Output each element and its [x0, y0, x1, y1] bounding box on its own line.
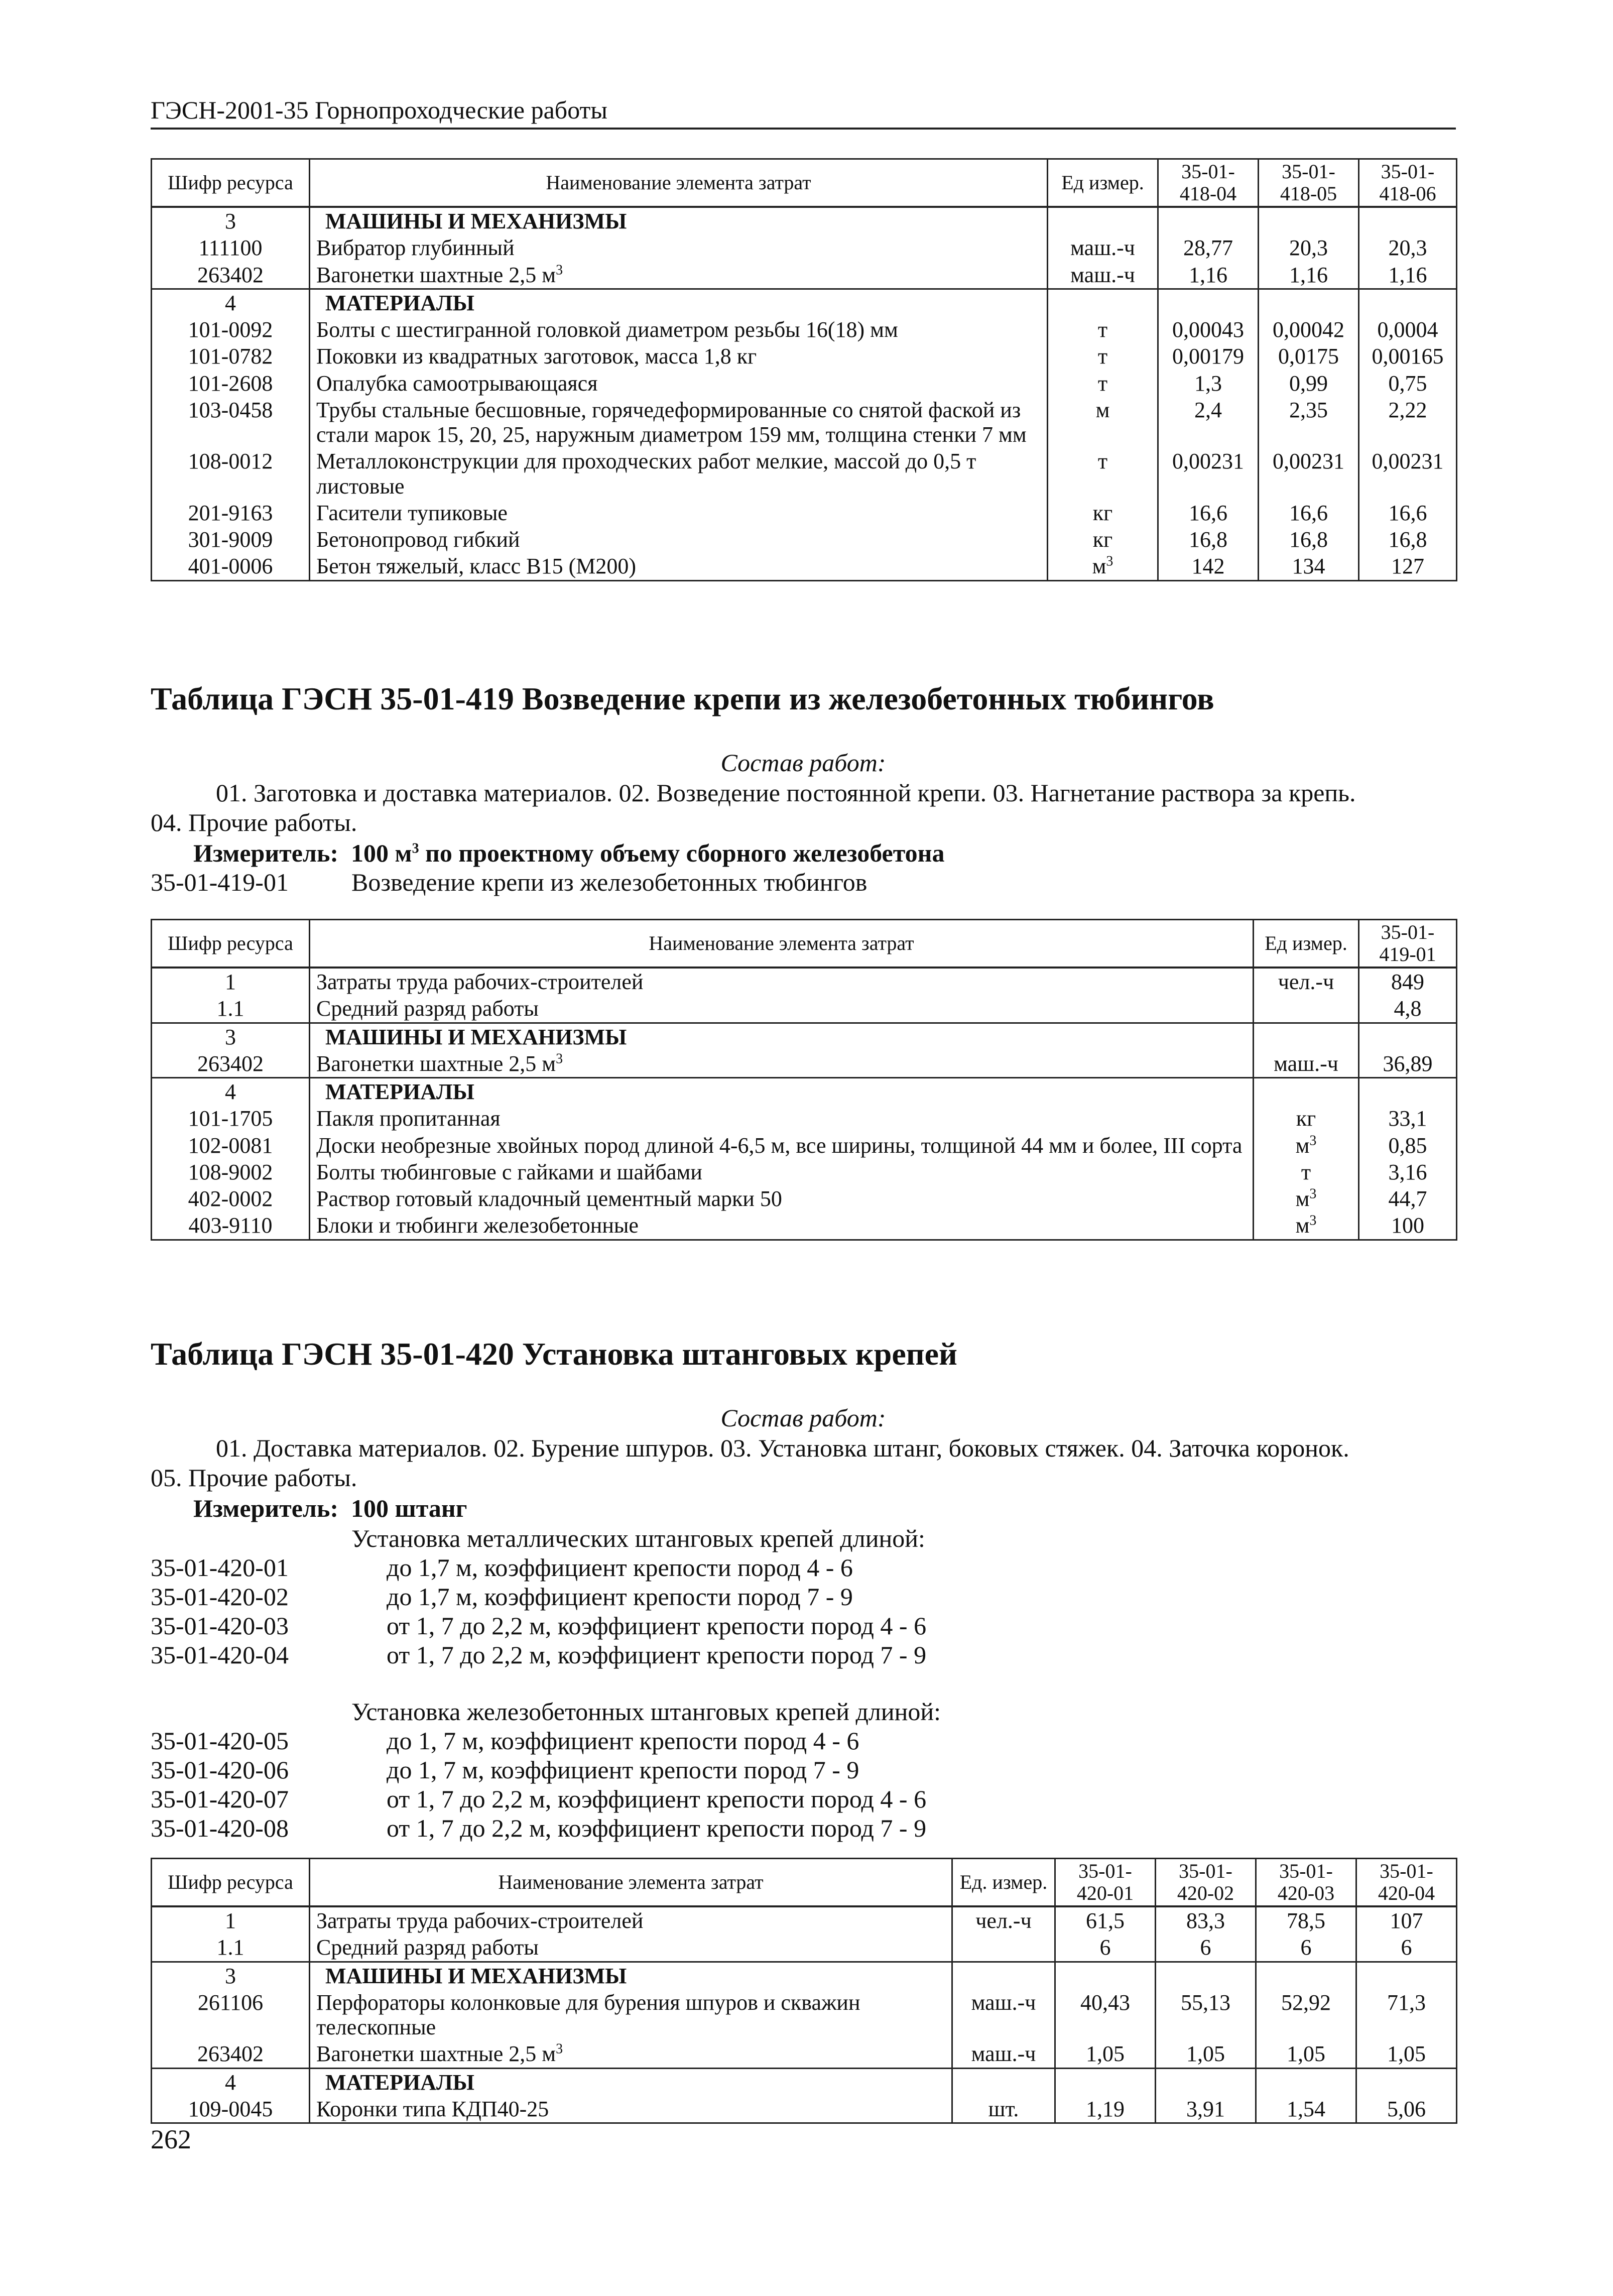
resource-code: 108-0012: [152, 448, 310, 500]
composition-line: 04. Прочие работы.: [151, 808, 357, 836]
meter-value: 100 $м^3$ по проектному объему сборного железобетона: [351, 839, 945, 867]
unit-cell: [952, 1962, 1055, 1989]
cost-element-name: Вагонетки шахтные 2,5 $м^3$: [310, 2040, 952, 2068]
norm-code: 35-01-420-08: [151, 1814, 289, 1842]
value-cell: 0,0175: [1259, 343, 1359, 370]
value-cell: 20,3: [1359, 234, 1457, 261]
table-420: [151, 1858, 1457, 2124]
unit-cell: м: [1048, 397, 1158, 448]
cost-element-name: Болты тюбинговые с гайками и шайбами: [310, 1159, 1254, 1185]
value-cell: 142: [1158, 553, 1259, 580]
column-header: Шифр ресурса: [152, 1859, 310, 1907]
unit-cell: [1048, 207, 1158, 234]
value-cell: [1156, 1962, 1256, 1989]
cost-element-name: Опалубка самоотрывающаяся: [310, 370, 1048, 397]
unit-cell: $м^3$: [1254, 1132, 1359, 1159]
cost-element-name: Гасители тупиковые: [310, 500, 1048, 526]
group-heading-metal: Установка металлических штанговых крепей длиной:: [351, 1524, 925, 1552]
composition-line: 05. Прочие работы.: [151, 1463, 357, 1492]
column-header: Наименование элемента затрат: [310, 1859, 952, 1907]
page-number: 262: [151, 2124, 191, 2154]
norm-desc: от 1, 7 до 2,2 м, коэффициент крепости пород 4 - 6: [387, 1785, 927, 1813]
resource-code: 263402: [152, 262, 310, 289]
value-cell: 849: [1359, 968, 1457, 995]
norm-code: 35-01-420-03: [151, 1612, 289, 1640]
unit-cell: маш.-ч: [1048, 262, 1158, 289]
unit-cell: кг: [1048, 526, 1158, 553]
value-cell: 16,8: [1359, 526, 1457, 553]
cost-element-name: Вибратор глубинный: [310, 234, 1048, 261]
value-cell: 6: [1356, 1934, 1457, 1962]
value-cell: 0,00231: [1359, 448, 1457, 500]
resource-code: 3: [152, 207, 310, 234]
group-row: [152, 1023, 1457, 1050]
column-header: 35-01-418-06: [1359, 159, 1457, 207]
table-row: [152, 968, 1457, 995]
cost-element-name: Затраты труда рабочих-строителей: [310, 1906, 952, 1934]
value-cell: 1,16: [1259, 262, 1359, 289]
value-cell: 0,00043: [1158, 316, 1259, 343]
column-header: 35-01-420-02: [1156, 1859, 1256, 1907]
value-cell: 0,00165: [1359, 343, 1457, 370]
running-head: ГЭСН-2001-35 Горнопроходческие работы: [151, 95, 1456, 130]
unit-cell: [1254, 1023, 1359, 1050]
table-row: [152, 526, 1457, 553]
meter-label: Измеритель:: [193, 1494, 339, 1522]
value-cell: 6: [1256, 1934, 1356, 1962]
unit-cell: чел.-ч: [952, 1906, 1055, 1934]
cost-element-name: МАТЕРИАЛЫ: [310, 2068, 952, 2096]
unit-cell: $м^3$: [1254, 1185, 1359, 1212]
unit-cell: т: [1048, 448, 1158, 500]
composition-label-420: Состав работ:: [720, 1404, 886, 1432]
composition-label-419: Состав работ:: [720, 749, 886, 777]
column-header: 35-01-420-03: [1256, 1859, 1356, 1907]
unit-cell: т: [1048, 343, 1158, 370]
resource-code: 1: [152, 1906, 310, 1934]
value-cell: 83,3: [1156, 1906, 1256, 1934]
value-cell: [1359, 207, 1457, 234]
cost-element-name: МАТЕРИАЛЫ: [310, 1078, 1254, 1106]
unit-cell: кг: [1048, 500, 1158, 526]
table-row: [152, 500, 1457, 526]
table-row: [152, 2096, 1457, 2123]
resource-code: 101-1705: [152, 1105, 310, 1132]
value-cell: 1,16: [1158, 262, 1259, 289]
table-row: [152, 1159, 1457, 1185]
column-header: Шифр ресурса: [152, 920, 310, 968]
norm-desc: до 1,7 м, коэффициент крепости пород 4 - 6: [387, 1553, 853, 1582]
table-row: [152, 553, 1457, 580]
code-line: [151, 1611, 926, 1640]
value-cell: 36,89: [1359, 1050, 1457, 1078]
norm-desc: до 1,7 м, коэффициент крепости пород 7 - 9: [387, 1583, 853, 1611]
column-header: 35-01-419-01: [1359, 920, 1457, 968]
column-header: Наименование элемента затрат: [310, 159, 1048, 207]
cost-element-name: Доски необрезные хвойных пород длиной 4-6,5 м, все ширины, толщиной 44 мм и более, III сорта: [310, 1132, 1254, 1159]
value-cell: [1359, 289, 1457, 316]
composition-line: 01. Заготовка и доставка материалов. 02. Возведение постоянной крепи. 03. Нагнетание раствора за крепь.: [216, 779, 1356, 807]
value-cell: 55,13: [1156, 1989, 1256, 2041]
composition-text-420: [151, 1433, 1476, 1492]
cost-element-name: Вагонетки шахтные 2,5 $м^3$: [310, 1050, 1254, 1078]
unit-cell: маш.-ч: [1048, 234, 1158, 261]
column-header: Ед. измер.: [952, 1859, 1055, 1907]
value-cell: 20,3: [1259, 234, 1359, 261]
table-row: [152, 343, 1457, 370]
table-row: [152, 1185, 1457, 1212]
table-header-row: [152, 920, 1457, 968]
table-row: [152, 2040, 1457, 2068]
code-line: [151, 1726, 859, 1755]
value-cell: [1359, 1023, 1457, 1050]
value-cell: [1356, 1962, 1457, 1989]
value-cell: 0,99: [1259, 370, 1359, 397]
value-cell: 0,0004: [1359, 316, 1457, 343]
value-cell: 16,6: [1158, 500, 1259, 526]
cost-element-name: Пакля пропитанная: [310, 1105, 1254, 1132]
value-cell: [1055, 1962, 1156, 1989]
value-cell: [1256, 2068, 1356, 2096]
value-cell: [1158, 207, 1259, 234]
table-row: [152, 1105, 1457, 1132]
resource-code: 101-2608: [152, 370, 310, 397]
resource-code: 263402: [152, 2040, 310, 2068]
column-header: Ед измер.: [1048, 159, 1158, 207]
value-cell: [1356, 2068, 1457, 2096]
value-cell: 3,16: [1359, 1159, 1457, 1185]
cost-element-name: Бетон тяжелый, класс В15 (М200): [310, 553, 1048, 580]
value-cell: 16,6: [1359, 500, 1457, 526]
value-cell: 2,22: [1359, 397, 1457, 448]
cost-element-name: Средний разряд работы: [310, 1934, 952, 1962]
table-header-row: [152, 1859, 1457, 1907]
table-419: [151, 919, 1457, 1241]
value-cell: 16,8: [1158, 526, 1259, 553]
column-header: 35-01-418-04: [1158, 159, 1259, 207]
code-line: [151, 1784, 926, 1814]
resource-code: 101-0092: [152, 316, 310, 343]
resource-code: 403-9110: [152, 1212, 310, 1240]
table-row: [152, 1906, 1457, 1934]
cost-element-name: Металлоконструкции для проходческих работ мелкие, массой до 0,5 т листовые: [310, 448, 1048, 500]
table-header-row: [152, 159, 1457, 207]
resource-code: 201-9163: [152, 500, 310, 526]
value-cell: 1,05: [1356, 2040, 1457, 2068]
table-row: [152, 1212, 1457, 1240]
group-row: [152, 207, 1457, 234]
cost-element-name: Раствор готовый кладочный цементный марки 50: [310, 1185, 1254, 1212]
code-line: [151, 1582, 853, 1611]
resource-code: 101-0782: [152, 343, 310, 370]
resource-code: 1.1: [152, 1934, 310, 1962]
value-cell: 1,16: [1359, 262, 1457, 289]
group-row: [152, 1962, 1457, 1989]
cost-element-name: Средний разряд работы: [310, 995, 1254, 1023]
value-cell: 6: [1055, 1934, 1156, 1962]
value-cell: 0,00231: [1259, 448, 1359, 500]
unit-cell: маш.-ч: [1254, 1050, 1359, 1078]
composition-text-419: [151, 778, 1476, 837]
unit-cell: кг: [1254, 1105, 1359, 1132]
value-cell: 61,5: [1055, 1906, 1156, 1934]
value-cell: 4,8: [1359, 995, 1457, 1023]
resource-code: 111100: [152, 234, 310, 261]
section-title-419: Таблица ГЭСН 35-01-419 Возведение крепи из железобетонных тюбингов: [151, 681, 1214, 716]
resource-code: 102-0081: [152, 1132, 310, 1159]
norm-desc: до 1, 7 м, коэффициент крепости пород 4 - 6: [387, 1727, 859, 1755]
unit-cell: [952, 1934, 1055, 1962]
norm-desc: от 1, 7 до 2,2 м, коэффициент крепости пород 7 - 9: [387, 1814, 927, 1842]
value-cell: 2,35: [1259, 397, 1359, 448]
cost-element-name: Перфораторы колонковые для бурения шпуров и скважин телескопные: [310, 1989, 952, 2041]
table-row: [152, 1132, 1457, 1159]
resource-code: 109-0045: [152, 2096, 310, 2123]
table-row: [152, 995, 1457, 1023]
value-cell: 52,92: [1256, 1989, 1356, 2041]
value-cell: 2,4: [1158, 397, 1259, 448]
value-cell: [1256, 1962, 1356, 1989]
unit-cell: $м^3$: [1048, 553, 1158, 580]
cost-element-name: МАШИНЫ И МЕХАНИЗМЫ: [310, 1962, 952, 1989]
column-header: 35-01-418-05: [1259, 159, 1359, 207]
unit-cell: $м^3$: [1254, 1212, 1359, 1240]
resource-code: 108-9002: [152, 1159, 310, 1185]
meter-420: [193, 1494, 467, 1523]
group-row: [152, 289, 1457, 316]
resource-code: 4: [152, 1078, 310, 1106]
resource-code: 401-0006: [152, 553, 310, 580]
value-cell: 0,75: [1359, 370, 1457, 397]
resource-code: 4: [152, 289, 310, 316]
value-cell: 107: [1356, 1906, 1457, 1934]
column-header: Шифр ресурса: [152, 159, 310, 207]
column-header: 35-01-420-04: [1356, 1859, 1457, 1907]
value-cell: 1,05: [1055, 2040, 1156, 2068]
resource-code: 263402: [152, 1050, 310, 1078]
cost-element-name: Бетонопровод гибкий: [310, 526, 1048, 553]
cost-element-name: МАТЕРИАЛЫ: [310, 289, 1048, 316]
unit-cell: маш.-ч: [952, 1989, 1055, 2041]
value-cell: 28,77: [1158, 234, 1259, 261]
value-cell: 0,85: [1359, 1132, 1457, 1159]
column-header: Наименование элемента затрат: [310, 920, 1254, 968]
meter-label: Измеритель:: [193, 839, 339, 867]
norm-desc: до 1, 7 м, коэффициент крепости пород 7 - 9: [387, 1756, 859, 1784]
value-cell: [1259, 289, 1359, 316]
table-row: [152, 370, 1457, 397]
cost-element-name: Затраты труда рабочих-строителей: [310, 968, 1254, 995]
cost-element-name: Блоки и тюбинги железобетонные: [310, 1212, 1254, 1240]
resource-code: 261106: [152, 1989, 310, 2041]
value-cell: 0,00042: [1259, 316, 1359, 343]
unit-cell: [1048, 289, 1158, 316]
norm-code: 35-01-420-01: [151, 1553, 289, 1582]
value-cell: 1,05: [1256, 2040, 1356, 2068]
composition-line: 01. Доставка материалов. 02. Бурение шпуров. 03. Установка штанг, боковых стяжек. 04. Заточка коронок.: [216, 1434, 1349, 1462]
unit-cell: [1254, 995, 1359, 1023]
resource-code: 103-0458: [152, 397, 310, 448]
norm-code: 35-01-420-07: [151, 1785, 289, 1813]
code-line: [151, 1640, 926, 1669]
meter-value: 100 штанг: [351, 1494, 467, 1522]
table-row: [152, 234, 1457, 261]
cost-element-name: МАШИНЫ И МЕХАНИЗМЫ: [310, 207, 1048, 234]
column-header: Ед измер.: [1254, 920, 1359, 968]
value-cell: [1055, 2068, 1156, 2096]
group-row: [152, 1078, 1457, 1106]
unit-cell: маш.-ч: [952, 2040, 1055, 2068]
value-cell: 6: [1156, 1934, 1256, 1962]
resource-code: 3: [152, 1962, 310, 1989]
value-cell: 134: [1259, 553, 1359, 580]
group-heading-concrete: Установка железобетонных штанговых крепей длиной:: [351, 1698, 941, 1726]
unit-cell: т: [1048, 316, 1158, 343]
cost-element-name: Трубы стальные бесшовные, горячедеформированные со снятой фаской из стали марок 15, 20, 25, наружным диаметром 159 мм, толщина стенки 7 мм: [310, 397, 1048, 448]
unit-cell: т: [1254, 1159, 1359, 1185]
value-cell: [1359, 1078, 1457, 1106]
resource-code: 4: [152, 2068, 310, 2096]
unit-cell: [952, 2068, 1055, 2096]
value-cell: 0,00179: [1158, 343, 1259, 370]
meter-419: [193, 838, 944, 868]
value-cell: 78,5: [1256, 1906, 1356, 1934]
table-row: [152, 316, 1457, 343]
cost-element-name: Поковки из квадратных заготовок, масса 1,8 кг: [310, 343, 1048, 370]
value-cell: [1158, 289, 1259, 316]
norm-code: 35-01-420-02: [151, 1583, 289, 1611]
cost-element-name: Коронки типа КДП40-25: [310, 2096, 952, 2123]
resource-code: 3: [152, 1023, 310, 1050]
code-line: [151, 1755, 859, 1784]
value-cell: 100: [1359, 1212, 1457, 1240]
value-cell: 40,43: [1055, 1989, 1156, 2041]
code-line: [151, 868, 867, 897]
value-cell: 71,3: [1356, 1989, 1457, 2041]
table-row: [152, 1934, 1457, 1962]
column-header: 35-01-420-01: [1055, 1859, 1156, 1907]
value-cell: 1,05: [1156, 2040, 1256, 2068]
code-line: [151, 1814, 926, 1843]
value-cell: 33,1: [1359, 1105, 1457, 1132]
cost-element-name: Вагонетки шахтные 2,5 $м^3$: [310, 262, 1048, 289]
unit-cell: шт.: [952, 2096, 1055, 2123]
table-row: [152, 448, 1457, 500]
unit-cell: чел.-ч: [1254, 968, 1359, 995]
code-line: [151, 1553, 853, 1582]
norm-code: 35-01-420-04: [151, 1641, 289, 1669]
table-row: [152, 1050, 1457, 1078]
resource-code: 1: [152, 968, 310, 995]
table-row: [152, 1989, 1457, 2041]
value-cell: 0,00231: [1158, 448, 1259, 500]
value-cell: 16,8: [1259, 526, 1359, 553]
norm-desc: от 1, 7 до 2,2 м, коэффициент крепости пород 4 - 6: [387, 1612, 927, 1640]
value-cell: 3,91: [1156, 2096, 1256, 2123]
value-cell: [1156, 2068, 1256, 2096]
cost-element-name: Болты с шестигранной головкой диаметром резьбы 16(18) мм: [310, 316, 1048, 343]
value-cell: 1,19: [1055, 2096, 1156, 2123]
resource-code: 1.1: [152, 995, 310, 1023]
group-row: [152, 2068, 1457, 2096]
resource-code: 402-0002: [152, 1185, 310, 1212]
unit-cell: т: [1048, 370, 1158, 397]
norm-code: 35-01-420-05: [151, 1727, 289, 1755]
resource-code: 301-9009: [152, 526, 310, 553]
table-row: [152, 397, 1457, 448]
norm-desc: Возведение крепи из железобетонных тюбингов: [351, 868, 867, 896]
value-cell: [1259, 207, 1359, 234]
cost-element-name: МАШИНЫ И МЕХАНИЗМЫ: [310, 1023, 1254, 1050]
table-418: [151, 158, 1457, 581]
value-cell: 127: [1359, 553, 1457, 580]
value-cell: 1,3: [1158, 370, 1259, 397]
norm-code: 35-01-420-06: [151, 1756, 289, 1784]
unit-cell: [1254, 1078, 1359, 1106]
value-cell: 5,06: [1356, 2096, 1457, 2123]
norm-code: 35-01-419-01: [151, 868, 289, 896]
value-cell: 1,54: [1256, 2096, 1356, 2123]
table-row: [152, 262, 1457, 289]
section-title-420: Таблица ГЭСН 35-01-420 Установка штанговых крепей: [151, 1336, 957, 1372]
value-cell: 16,6: [1259, 500, 1359, 526]
value-cell: 44,7: [1359, 1185, 1457, 1212]
norm-desc: от 1, 7 до 2,2 м, коэффициент крепости пород 7 - 9: [387, 1641, 927, 1669]
